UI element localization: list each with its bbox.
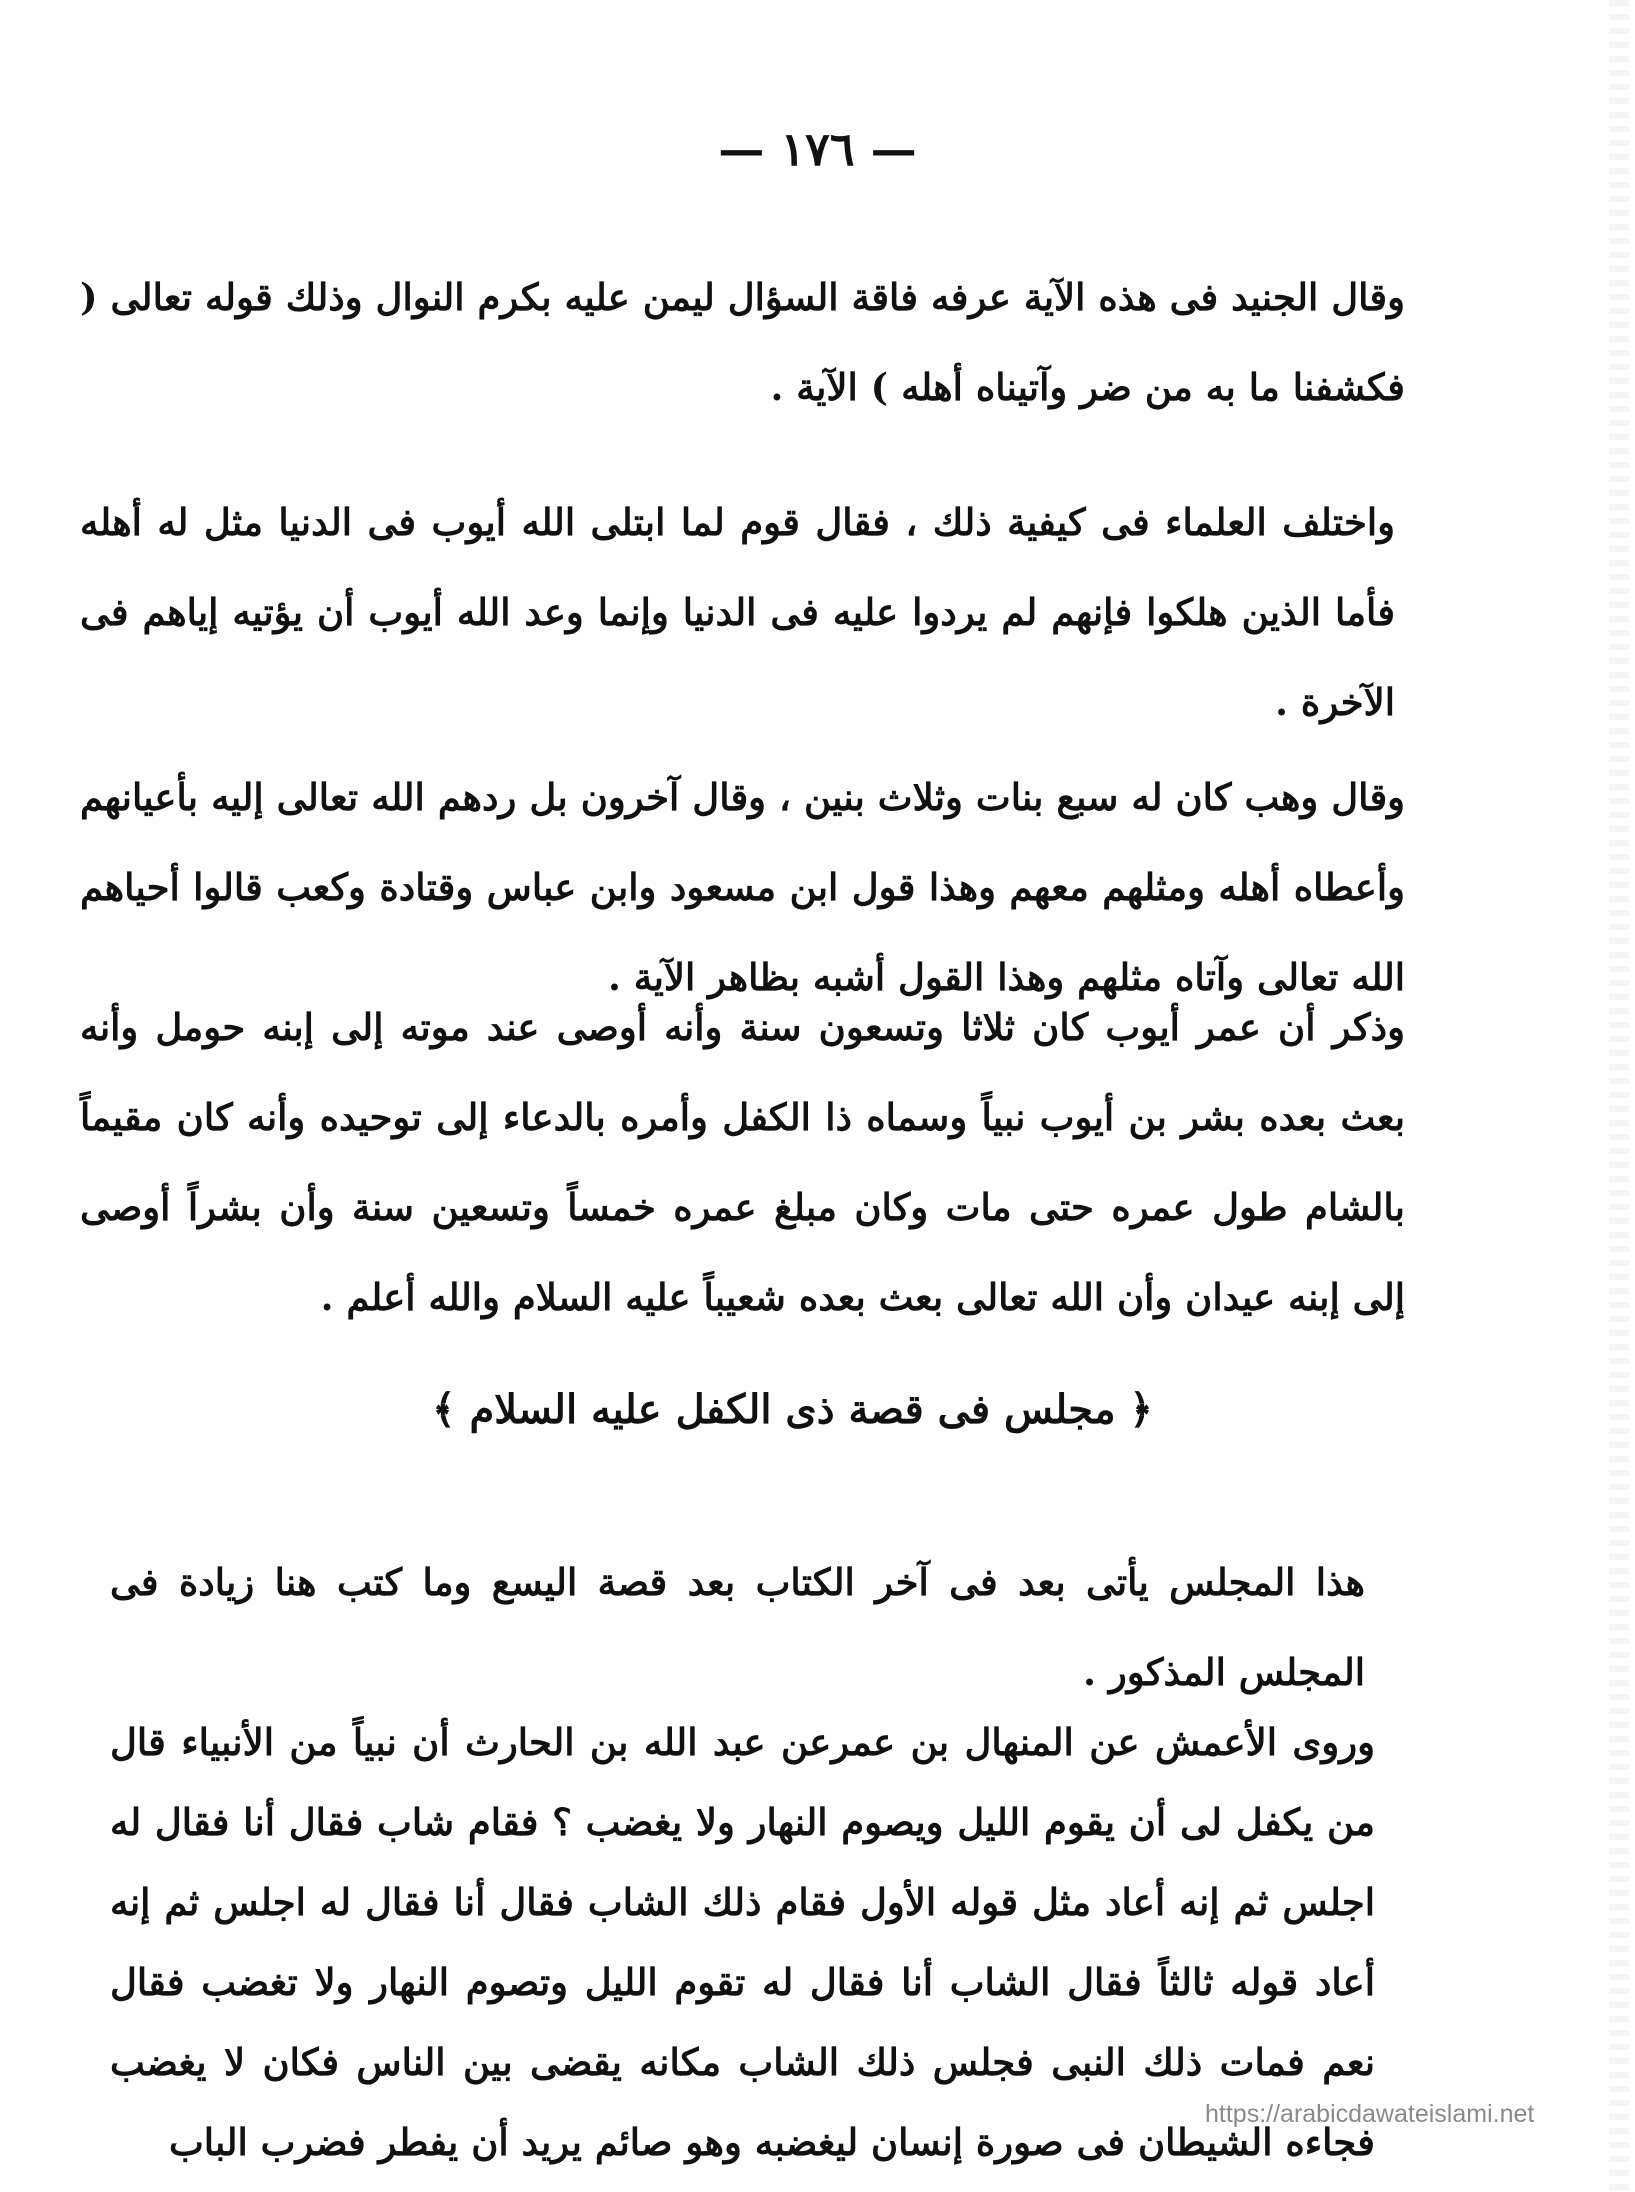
page-number: — ١٧٦ — [718, 122, 917, 176]
paragraph-4: وذكر أن عمر أيوب كان ثلاثا وتسعون سنة وأنه أوصى عند موته إلى إبنه حومل وأنه بعث بعده بشر بن أيوب نبياً وسماه ذا الكفل وأمره بالدعاء إلى توحيده وأنه كان مقيماً بالشام طول عمره حتى مات وكان مبلغ عمره خمساً وتسعين سنة وأن بشراً أوصى إلى إبنه عيدان وأن الله تعالى بعث بعده شعيباً عليه السلام والله أعلم . [80, 1005, 1405, 1319]
paragraph-6: وروى الأعمش عن المنهال بن عمرعن عبد الله بن الحارث أن نبياً من الأنبياء قال من يكفل لى أن يقوم الليل ويصوم النهار ولا يغضب ؟ فقام شاب فقال أنا فقال له اجلس ثم إنه أعاد مثل قوله الأول فقام ذلك الشاب فقال أنا فقال له اجلس ثم إنه أعاد قوله ثالثاً فقال الشاب أنا فقال له تقوم الليل وتصوم النهار ولا تغضب فقال نعم فمات ذلك النبى فجلس ذلك الشاب مكانه يقضى بين الناس فكان لا يغضب فجاءه الشيطان فى صورة إنسان ليغضبه وهو صائم يريد أن يفطر فضرب الباب [110, 1720, 1375, 2164]
scan-edge [1609, 0, 1629, 2192]
paragraph-5: هذا المجلس يأتى بعد فى آخر الكتاب بعد قصة اليسع وما كتب هنا زيادة فى المجلس المذكور . [110, 1560, 1365, 1694]
paragraph-1: وقال الجنيد فى هذه الآية عرفه فاقة السؤال ليمن عليه بكرم النوال وذلك قوله تعالى ( فكشفنا ما به من ضر وآتيناه أهله ) الآية . [80, 275, 1405, 409]
paragraph-2: واختلف العلماء فى كيفية ذلك ، فقال قوم لما ابتلى الله أيوب فى الدنيا مثل له أهله فأما الذين هلكوا فإنهم لم يردوا عليه فى الدنيا وإنما وعد الله أيوب أن يؤتيه إياهم فى الآخرة . [80, 500, 1395, 724]
paragraph-3: وقال وهب كان له سبع بنات وثلاث بنين ، وقال آخرون بل ردهم الله تعالى إليه بأعيانهم وأعطاه أهله ومثلهم معهم وهذا قول ابن مسعود وابن عباس وقتادة وكعب قالوا أحياهم الله تعالى وآتاه مثلهم وهذا القول أشبه بظاهر الآية . [80, 775, 1405, 999]
section-heading: ﴿ مجلس فى قصة ذى الكفل عليه السلام ﴾ [432, 1386, 1153, 1433]
watermark-url: https://arabicdawateislami.net [1205, 2100, 1535, 2128]
